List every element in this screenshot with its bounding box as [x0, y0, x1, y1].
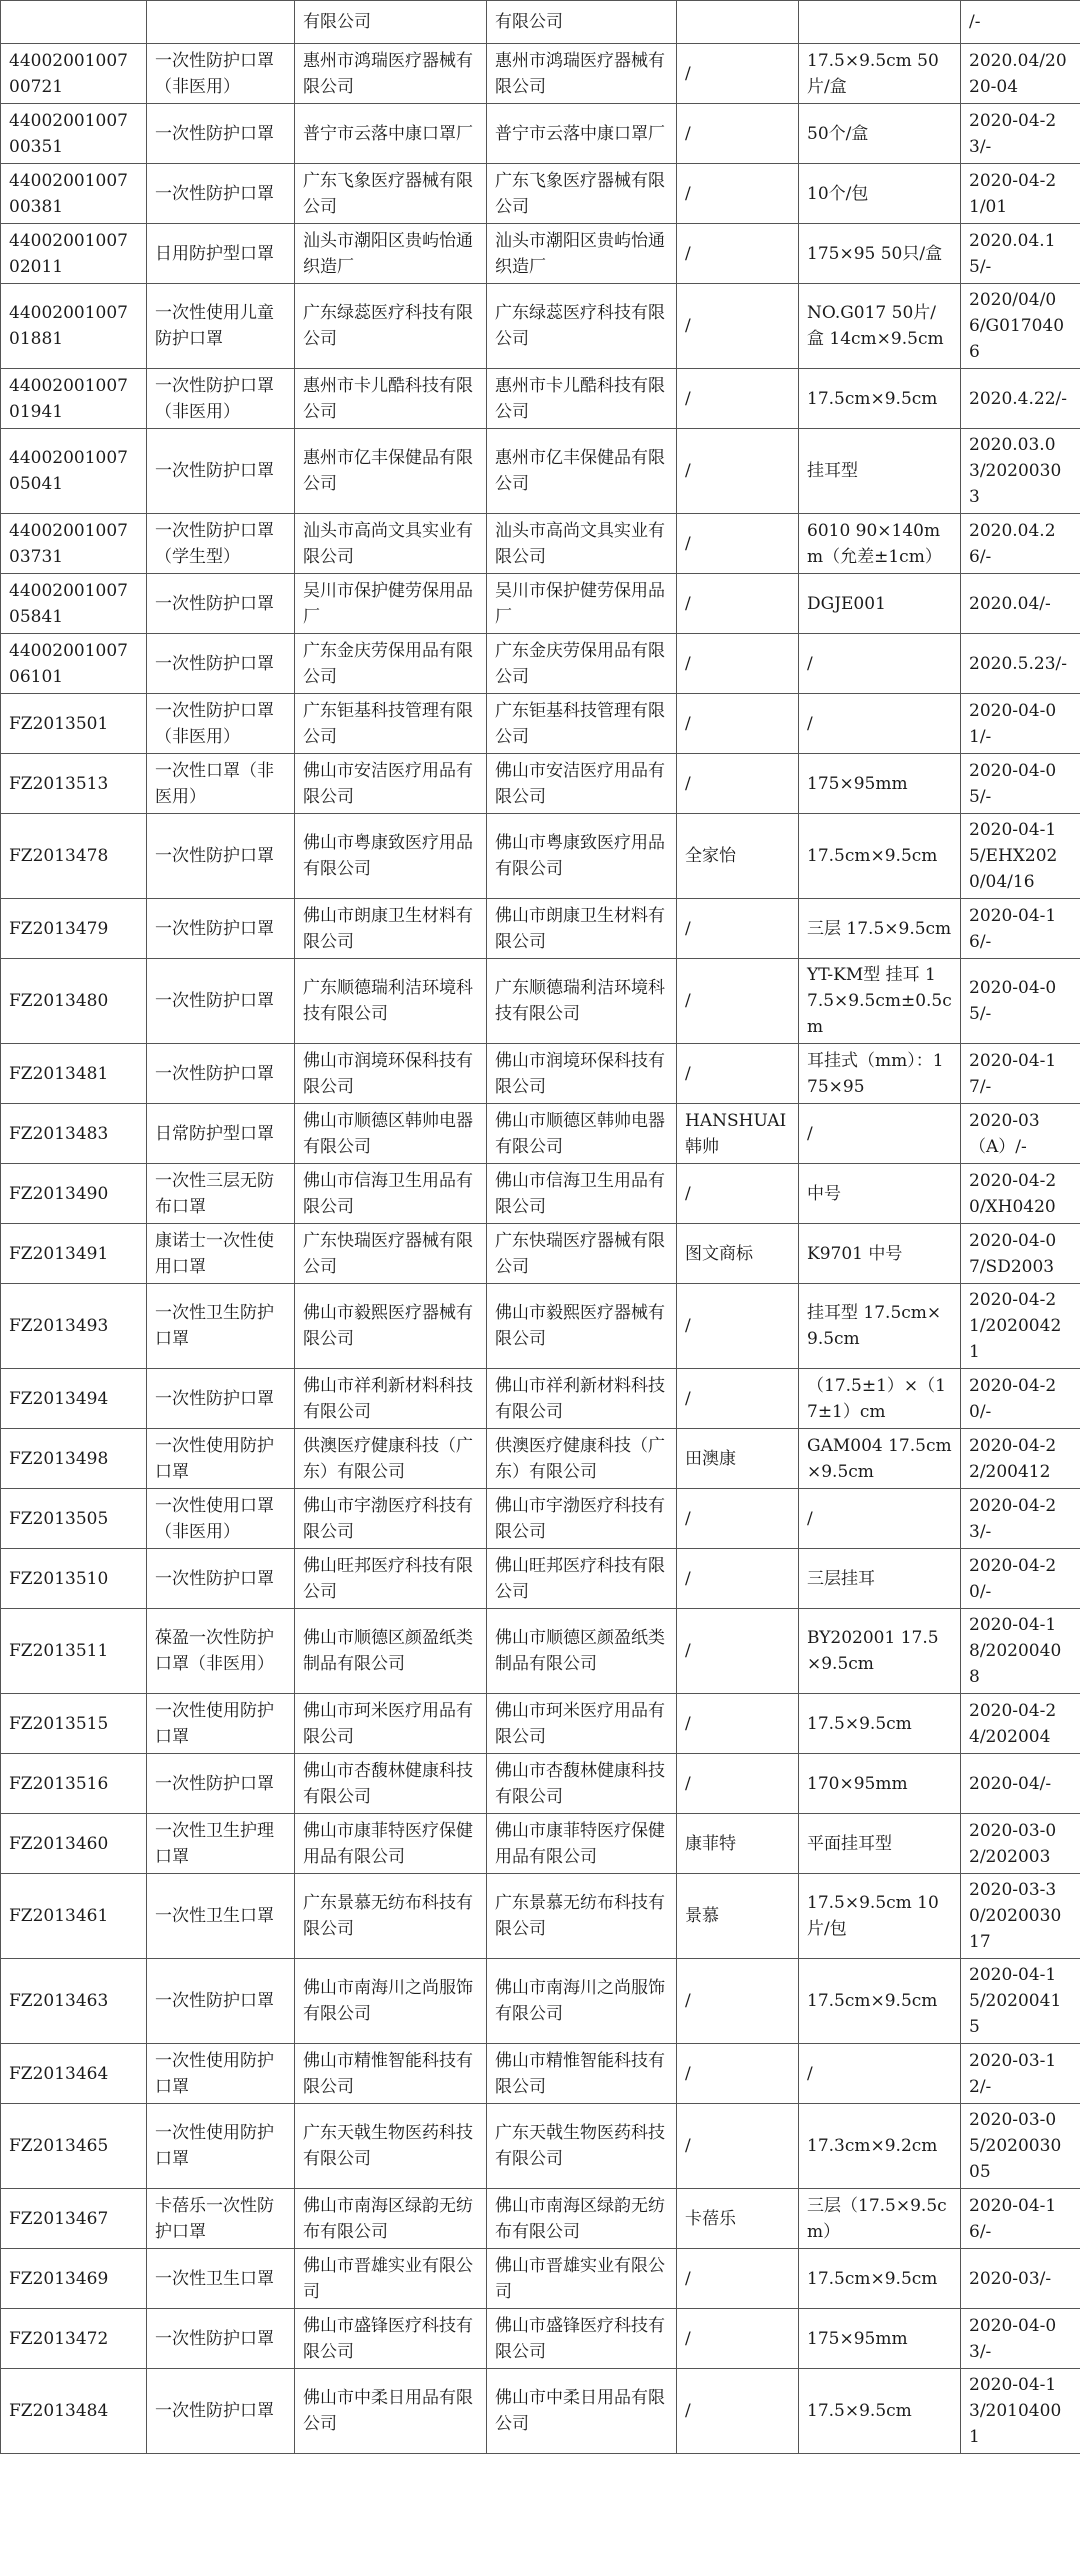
cell-manufacturer: 广东飞象医疗器械有限公司 [487, 164, 677, 224]
cell-trademark: / [677, 1164, 799, 1224]
cell-inspected-company: 佛山市南海区绿韵无纺布有限公司 [295, 2189, 487, 2249]
cell-product-name: 一次性使用口罩（非医用） [147, 1489, 295, 1549]
cell-manufacturer: 广东钜基科技管理有限公司 [487, 694, 677, 754]
cell-sample-code: FZ2013505 [1, 1489, 147, 1549]
cell-spec-model: 6010 90×140mm（允差±1cm） [799, 514, 961, 574]
cell-spec-model: 175×95mm [799, 2309, 961, 2369]
cell-production-date-batch: 2020-03-02/202003 [961, 1814, 1080, 1874]
cell-product-name: 一次性防护口罩（非医用） [147, 369, 295, 429]
table-row [1, 1044, 1080, 1104]
cell-trademark: / [677, 164, 799, 224]
cell-product-name: 一次性防护口罩（非医用） [147, 44, 295, 104]
cell-sample-code: FZ2013469 [1, 2249, 147, 2309]
cell-manufacturer: 广东快瑞医疗器械有限公司 [487, 1224, 677, 1284]
table-row [1, 1, 1080, 44]
cell-product-name: 葆盈一次性防护口罩（非医用） [147, 1609, 295, 1694]
table-row [1, 574, 1080, 634]
cell-production-date-batch: 2020-03（A）/- [961, 1104, 1080, 1164]
cell-inspected-company: 佛山市宇渤医疗科技有限公司 [295, 1489, 487, 1549]
cell-product-name: 卡蓓乐一次性防护口罩 [147, 2189, 295, 2249]
cell-manufacturer: 广东绿蕊医疗科技有限公司 [487, 284, 677, 369]
cell-production-date-batch: 2020-04-21/20200421 [961, 1284, 1080, 1369]
cell-manufacturer: 惠州市卡儿酷科技有限公司 [487, 369, 677, 429]
cell-spec-model: / [799, 1104, 961, 1164]
cell-sample-code: FZ2013491 [1, 1224, 147, 1284]
cell-manufacturer: 佛山市盛锋医疗科技有限公司 [487, 2309, 677, 2369]
cell-trademark: / [677, 634, 799, 694]
cell-production-date-batch: 2020-04-22/200412 [961, 1429, 1080, 1489]
cell-inspected-company: 佛山市盛锋医疗科技有限公司 [295, 2309, 487, 2369]
cell-spec-model: NO.G017 50片/盒 14cm×9.5cm [799, 284, 961, 369]
cell-spec-model: 17.3cm×9.2cm [799, 2104, 961, 2189]
cell-product-name: 一次性使用防护口罩 [147, 2044, 295, 2104]
table-row [1, 1754, 1080, 1814]
cell-production-date-batch: 2020.03.03/20200303 [961, 429, 1080, 514]
cell-sample-code: FZ2013481 [1, 1044, 147, 1104]
table-row [1, 2189, 1080, 2249]
cell-manufacturer: 佛山市朗康卫生材料有限公司 [487, 899, 677, 959]
cell-sample-code: 4400200100702011 [1, 224, 147, 284]
cell-production-date-batch: 2020-04-01/- [961, 694, 1080, 754]
cell-inspected-company: 佛山市信海卫生用品有限公司 [295, 1164, 487, 1224]
cell-spec-model: / [799, 1489, 961, 1549]
cell-manufacturer: 佛山市康菲特医疗保健用品有限公司 [487, 1814, 677, 1874]
cell-sample-code: 4400200100703731 [1, 514, 147, 574]
cell-trademark: / [677, 2369, 799, 2454]
cell-product-name [147, 1, 295, 44]
cell-trademark: / [677, 1549, 799, 1609]
cell-trademark: / [677, 1609, 799, 1694]
cell-production-date-batch: 2020-04-23/- [961, 104, 1080, 164]
table-row [1, 1104, 1080, 1164]
cell-product-name: 一次性卫生护理口罩 [147, 1814, 295, 1874]
cell-trademark: / [677, 224, 799, 284]
cell-inspected-company: 佛山旺邦医疗科技有限公司 [295, 1549, 487, 1609]
cell-inspected-company: 吴川市保护健劳保用品厂 [295, 574, 487, 634]
cell-manufacturer: 佛山市粤康致医疗用品有限公司 [487, 814, 677, 899]
cell-product-name: 一次性使用防护口罩 [147, 1429, 295, 1489]
cell-production-date-batch: 2020-04-23/- [961, 1489, 1080, 1549]
cell-manufacturer: 供澳医疗健康科技（广东）有限公司 [487, 1429, 677, 1489]
cell-manufacturer: 佛山市中柔日用品有限公司 [487, 2369, 677, 2454]
cell-sample-code: FZ2013490 [1, 1164, 147, 1224]
cell-inspected-company: 佛山市顺德区韩帅电器有限公司 [295, 1104, 487, 1164]
table-row [1, 1549, 1080, 1609]
cell-spec-model: （17.5±1）×（17±1）cm [799, 1369, 961, 1429]
cell-inspected-company: 佛山市珂米医疗用品有限公司 [295, 1694, 487, 1754]
cell-production-date-batch: 2020-03-30/202003017 [961, 1874, 1080, 1959]
cell-manufacturer: 佛山市珂米医疗用品有限公司 [487, 1694, 677, 1754]
cell-sample-code: FZ2013515 [1, 1694, 147, 1754]
cell-trademark: / [677, 959, 799, 1044]
cell-manufacturer: 惠州市鸿瑞医疗器械有限公司 [487, 44, 677, 104]
table-row [1, 2369, 1080, 2454]
cell-sample-code: FZ2013484 [1, 2369, 147, 2454]
table-row [1, 1609, 1080, 1694]
cell-product-name: 一次性使用防护口罩 [147, 1694, 295, 1754]
cell-inspected-company: 广东快瑞医疗器械有限公司 [295, 1224, 487, 1284]
table-row [1, 369, 1080, 429]
cell-spec-model: BY202001 17.5×9.5cm [799, 1609, 961, 1694]
cell-product-name: 一次性防护口罩 [147, 814, 295, 899]
table-row [1, 2104, 1080, 2189]
cell-spec-model: 170×95mm [799, 1754, 961, 1814]
cell-sample-code: 4400200100706101 [1, 634, 147, 694]
cell-trademark: / [677, 429, 799, 514]
cell-spec-model: GAM004 17.5cm×9.5cm [799, 1429, 961, 1489]
cell-production-date-batch: 2020-04-16/- [961, 899, 1080, 959]
cell-product-name: 一次性防护口罩 [147, 1754, 295, 1814]
cell-manufacturer: 普宁市云落中康口罩厂 [487, 104, 677, 164]
cell-sample-code: FZ2013494 [1, 1369, 147, 1429]
cell-trademark: / [677, 2309, 799, 2369]
cell-trademark: 全家怡 [677, 814, 799, 899]
cell-trademark: 康菲特 [677, 1814, 799, 1874]
cell-manufacturer: 佛山市安洁医疗用品有限公司 [487, 754, 677, 814]
cell-sample-code: 4400200100700721 [1, 44, 147, 104]
cell-production-date-batch: 2020-04-20/- [961, 1549, 1080, 1609]
cell-product-name: 一次性防护口罩 [147, 1959, 295, 2044]
cell-inspected-company: 广东顺德瑞利洁环境科技有限公司 [295, 959, 487, 1044]
cell-sample-code: 4400200100701881 [1, 284, 147, 369]
table-row [1, 164, 1080, 224]
cell-inspected-company: 广东金庆劳保用品有限公司 [295, 634, 487, 694]
cell-product-name: 一次性防护口罩 [147, 899, 295, 959]
cell-inspected-company: 佛山市粤康致医疗用品有限公司 [295, 814, 487, 899]
table-row [1, 1959, 1080, 2044]
table-row [1, 1164, 1080, 1224]
cell-inspected-company: 惠州市鸿瑞医疗器械有限公司 [295, 44, 487, 104]
cell-manufacturer: 汕头市高尚文具实业有限公司 [487, 514, 677, 574]
cell-spec-model: 三层 17.5×9.5cm [799, 899, 961, 959]
cell-trademark: / [677, 694, 799, 754]
cell-production-date-batch: 2020-03-05/202003005 [961, 2104, 1080, 2189]
cell-sample-code: FZ2013460 [1, 1814, 147, 1874]
cell-manufacturer: 佛山市毅熙医疗器械有限公司 [487, 1284, 677, 1369]
cell-production-date-batch: 2020-03/- [961, 2249, 1080, 2309]
cell-inspected-company: 广东飞象医疗器械有限公司 [295, 164, 487, 224]
cell-production-date-batch: 2020.5.23/- [961, 634, 1080, 694]
cell-sample-code: FZ2013464 [1, 2044, 147, 2104]
cell-spec-model: 三层挂耳 [799, 1549, 961, 1609]
cell-inspected-company: 佛山市晋雄实业有限公司 [295, 2249, 487, 2309]
cell-trademark: HANSHUAI 韩帅 [677, 1104, 799, 1164]
cell-inspected-company: 广东景慕无纺布科技有限公司 [295, 1874, 487, 1959]
cell-product-name: 一次性防护口罩 [147, 634, 295, 694]
cell-sample-code: FZ2013513 [1, 754, 147, 814]
cell-product-name: 一次性防护口罩 [147, 2309, 295, 2369]
cell-spec-model: 17.5×9.5cm [799, 2369, 961, 2454]
table-row [1, 514, 1080, 574]
cell-manufacturer: 广东金庆劳保用品有限公司 [487, 634, 677, 694]
cell-sample-code: FZ2013480 [1, 959, 147, 1044]
cell-manufacturer: 佛山市顺德区韩帅电器有限公司 [487, 1104, 677, 1164]
cell-trademark: / [677, 2044, 799, 2104]
cell-manufacturer: 佛山市杏馥林健康科技有限公司 [487, 1754, 677, 1814]
cell-inspected-company: 普宁市云落中康口罩厂 [295, 104, 487, 164]
cell-manufacturer: 有限公司 [487, 1, 677, 44]
cell-sample-code: 4400200100700351 [1, 104, 147, 164]
cell-inspected-company: 佛山市毅熙医疗器械有限公司 [295, 1284, 487, 1369]
table-row [1, 754, 1080, 814]
cell-spec-model: 17.5cm×9.5cm [799, 2249, 961, 2309]
cell-sample-code: FZ2013483 [1, 1104, 147, 1164]
cell-sample-code: FZ2013493 [1, 1284, 147, 1369]
cell-product-name: 一次性防护口罩（非医用） [147, 694, 295, 754]
cell-manufacturer: 佛山市宇渤医疗科技有限公司 [487, 1489, 677, 1549]
cell-production-date-batch: 2020-04-05/- [961, 754, 1080, 814]
cell-product-name: 一次性防护口罩（学生型） [147, 514, 295, 574]
cell-inspected-company: 佛山市润境环保科技有限公司 [295, 1044, 487, 1104]
cell-spec-model: / [799, 634, 961, 694]
cell-production-date-batch: 2020-04-07/SD2003 [961, 1224, 1080, 1284]
cell-manufacturer: 佛山旺邦医疗科技有限公司 [487, 1549, 677, 1609]
table-body [1, 1, 1080, 2454]
cell-manufacturer: 佛山市顺德区颜盈纸类制品有限公司 [487, 1609, 677, 1694]
table-row [1, 1489, 1080, 1549]
table-row [1, 814, 1080, 899]
table-row [1, 1874, 1080, 1959]
cell-inspected-company: 广东天戟生物医药科技有限公司 [295, 2104, 487, 2189]
cell-trademark: / [677, 1369, 799, 1429]
cell-inspected-company: 汕头市潮阳区贵屿怡通织造厂 [295, 224, 487, 284]
cell-sample-code: FZ2013510 [1, 1549, 147, 1609]
cell-product-name: 一次性卫生口罩 [147, 2249, 295, 2309]
cell-spec-model: 三层（17.5×9.5cm） [799, 2189, 961, 2249]
cell-production-date-batch: 2020-04-16/- [961, 2189, 1080, 2249]
cell-production-date-batch: 2020-03-12/- [961, 2044, 1080, 2104]
cell-trademark: / [677, 369, 799, 429]
cell-product-name: 一次性卫生口罩 [147, 1874, 295, 1959]
cell-sample-code: FZ2013467 [1, 2189, 147, 2249]
cell-spec-model: 175×95mm [799, 754, 961, 814]
cell-trademark: / [677, 1044, 799, 1104]
cell-product-name: 康诺士一次性使用口罩 [147, 1224, 295, 1284]
cell-spec-model: YT-KM型 挂耳 17.5×9.5cm±0.5cm [799, 959, 961, 1044]
cell-production-date-batch: 2020.04/2020-04 [961, 44, 1080, 104]
cell-product-name: 一次性使用儿童防护口罩 [147, 284, 295, 369]
cell-sample-code: 4400200100705841 [1, 574, 147, 634]
cell-manufacturer: 佛山市精惟智能科技有限公司 [487, 2044, 677, 2104]
table-row [1, 2249, 1080, 2309]
cell-production-date-batch: 2020-04-03/- [961, 2309, 1080, 2369]
cell-sample-code [1, 1, 147, 44]
cell-production-date-batch: 2020-04-20/XH0420 [961, 1164, 1080, 1224]
cell-product-name: 一次性防护口罩 [147, 959, 295, 1044]
cell-spec-model: 17.5cm×9.5cm [799, 814, 961, 899]
cell-sample-code: 4400200100701941 [1, 369, 147, 429]
cell-trademark: / [677, 1489, 799, 1549]
cell-trademark: / [677, 2249, 799, 2309]
cell-spec-model: 17.5cm×9.5cm [799, 1959, 961, 2044]
cell-inspected-company: 广东钜基科技管理有限公司 [295, 694, 487, 754]
cell-spec-model: 挂耳型 [799, 429, 961, 514]
cell-spec-model: 50个/盒 [799, 104, 961, 164]
cell-production-date-batch: 2020.04/- [961, 574, 1080, 634]
table-row [1, 2044, 1080, 2104]
cell-sample-code: FZ2013479 [1, 899, 147, 959]
cell-product-name: 一次性防护口罩 [147, 1549, 295, 1609]
cell-trademark: / [677, 2104, 799, 2189]
cell-production-date-batch: 2020-04-21/01 [961, 164, 1080, 224]
cell-manufacturer: 广东天戟生物医药科技有限公司 [487, 2104, 677, 2189]
table-row [1, 2309, 1080, 2369]
cell-sample-code: FZ2013461 [1, 1874, 147, 1959]
cell-inspected-company: 广东绿蕊医疗科技有限公司 [295, 284, 487, 369]
cell-spec-model: 17.5×9.5cm 10片/包 [799, 1874, 961, 1959]
cell-production-date-batch: 2020-04-18/20200408 [961, 1609, 1080, 1694]
cell-sample-code: FZ2013511 [1, 1609, 147, 1694]
table-row [1, 284, 1080, 369]
cell-product-name: 一次性防护口罩 [147, 574, 295, 634]
cell-inspected-company: 佛山市朗康卫生材料有限公司 [295, 899, 487, 959]
cell-trademark: 图文商标 [677, 1224, 799, 1284]
cell-production-date-batch: 2020-04-05/- [961, 959, 1080, 1044]
cell-spec-model: K9701 中号 [799, 1224, 961, 1284]
cell-spec-model: / [799, 2044, 961, 2104]
cell-product-name: 一次性防护口罩 [147, 1369, 295, 1429]
cell-production-date-batch: /- [961, 1, 1080, 44]
cell-trademark: / [677, 284, 799, 369]
cell-spec-model: 10个/包 [799, 164, 961, 224]
cell-manufacturer: 佛山市润境环保科技有限公司 [487, 1044, 677, 1104]
table-row [1, 1694, 1080, 1754]
cell-production-date-batch: 2020.04.15/- [961, 224, 1080, 284]
table-row [1, 429, 1080, 514]
table-row [1, 44, 1080, 104]
cell-spec-model: 17.5×9.5cm [799, 1694, 961, 1754]
cell-inspected-company: 佛山市杏馥林健康科技有限公司 [295, 1754, 487, 1814]
cell-product-name: 一次性防护口罩 [147, 104, 295, 164]
table-row [1, 1429, 1080, 1489]
cell-trademark: 田澳康 [677, 1429, 799, 1489]
cell-production-date-batch: 2020.04.26/- [961, 514, 1080, 574]
cell-inspected-company: 佛山市精惟智能科技有限公司 [295, 2044, 487, 2104]
cell-production-date-batch: 2020-04-20/- [961, 1369, 1080, 1429]
cell-spec-model: 平面挂耳型 [799, 1814, 961, 1874]
cell-sample-code: FZ2013463 [1, 1959, 147, 2044]
cell-spec-model: 耳挂式（mm）：175×95 [799, 1044, 961, 1104]
cell-inspected-company: 汕头市高尚文具实业有限公司 [295, 514, 487, 574]
cell-production-date-batch: 2020-04-13/20104001 [961, 2369, 1080, 2454]
cell-inspected-company: 有限公司 [295, 1, 487, 44]
cell-product-name: 一次性口罩（非医用） [147, 754, 295, 814]
cell-sample-code: FZ2013472 [1, 2309, 147, 2369]
table-row [1, 104, 1080, 164]
cell-spec-model: DGJE001 [799, 574, 961, 634]
table-row [1, 1369, 1080, 1429]
cell-product-name: 日用防护型口罩 [147, 224, 295, 284]
cell-inspected-company: 佛山市南海川之尚服饰有限公司 [295, 1959, 487, 2044]
cell-manufacturer: 佛山市南海川之尚服饰有限公司 [487, 1959, 677, 2044]
table-row [1, 959, 1080, 1044]
cell-trademark: / [677, 1754, 799, 1814]
cell-manufacturer: 佛山市祥利新材料科技有限公司 [487, 1369, 677, 1429]
cell-production-date-batch: 2020-04/- [961, 1754, 1080, 1814]
cell-spec-model: 挂耳型 17.5cm×9.5cm [799, 1284, 961, 1369]
table-row [1, 1814, 1080, 1874]
cell-spec-model: / [799, 694, 961, 754]
cell-inspected-company: 惠州市卡儿酷科技有限公司 [295, 369, 487, 429]
cell-inspected-company: 佛山市顺德区颜盈纸类制品有限公司 [295, 1609, 487, 1694]
cell-product-name: 一次性防护口罩 [147, 164, 295, 224]
cell-sample-code: FZ2013501 [1, 694, 147, 754]
cell-trademark [677, 1, 799, 44]
cell-inspected-company: 佛山市中柔日用品有限公司 [295, 2369, 487, 2454]
cell-sample-code: 4400200100705041 [1, 429, 147, 514]
table-row [1, 634, 1080, 694]
cell-trademark: / [677, 1284, 799, 1369]
table-row [1, 224, 1080, 284]
table-row [1, 899, 1080, 959]
table-row [1, 1284, 1080, 1369]
cell-product-name: 一次性卫生防护口罩 [147, 1284, 295, 1369]
cell-production-date-batch: 2020-04-24/202004 [961, 1694, 1080, 1754]
cell-manufacturer: 惠州市亿丰保健品有限公司 [487, 429, 677, 514]
cell-manufacturer: 广东顺德瑞利洁环境科技有限公司 [487, 959, 677, 1044]
cell-manufacturer: 佛山市晋雄实业有限公司 [487, 2249, 677, 2309]
table-row [1, 694, 1080, 754]
cell-product-name: 一次性使用防护口罩 [147, 2104, 295, 2189]
cell-inspected-company: 佛山市祥利新材料科技有限公司 [295, 1369, 487, 1429]
cell-trademark: / [677, 1694, 799, 1754]
cell-trademark: 景慕 [677, 1874, 799, 1959]
cell-production-date-batch: 2020/04/06/G0170406 [961, 284, 1080, 369]
cell-production-date-batch: 2020.4.22/- [961, 369, 1080, 429]
cell-manufacturer: 汕头市潮阳区贵屿怡通织造厂 [487, 224, 677, 284]
cell-sample-code: FZ2013498 [1, 1429, 147, 1489]
cell-trademark: / [677, 1959, 799, 2044]
table-row [1, 1224, 1080, 1284]
cell-production-date-batch: 2020-04-17/- [961, 1044, 1080, 1104]
cell-trademark: / [677, 899, 799, 959]
cell-manufacturer: 广东景慕无纺布科技有限公司 [487, 1874, 677, 1959]
cell-product-name: 一次性防护口罩 [147, 2369, 295, 2454]
cell-product-name: 一次性三层无防布口罩 [147, 1164, 295, 1224]
cell-manufacturer: 吴川市保护健劳保用品厂 [487, 574, 677, 634]
cell-inspected-company: 佛山市安洁医疗用品有限公司 [295, 754, 487, 814]
cell-sample-code: FZ2013478 [1, 814, 147, 899]
cell-product-name: 一次性防护口罩 [147, 429, 295, 514]
cell-sample-code: 4400200100700381 [1, 164, 147, 224]
cell-trademark: 卡蓓乐 [677, 2189, 799, 2249]
cell-spec-model: 175×95 50只/盒 [799, 224, 961, 284]
cell-inspected-company: 惠州市亿丰保健品有限公司 [295, 429, 487, 514]
cell-trademark: / [677, 104, 799, 164]
cell-manufacturer: 佛山市南海区绿韵无纺布有限公司 [487, 2189, 677, 2249]
cell-trademark: / [677, 574, 799, 634]
cell-manufacturer: 佛山市信海卫生用品有限公司 [487, 1164, 677, 1224]
cell-trademark: / [677, 44, 799, 104]
cell-spec-model [799, 1, 961, 44]
cell-sample-code: FZ2013465 [1, 2104, 147, 2189]
cell-inspected-company: 供澳医疗健康科技（广东）有限公司 [295, 1429, 487, 1489]
cell-spec-model: 17.5cm×9.5cm [799, 369, 961, 429]
cell-production-date-batch: 2020-04-15/EHX2020/04/16 [961, 814, 1080, 899]
cell-trademark: / [677, 754, 799, 814]
cell-sample-code: FZ2013516 [1, 1754, 147, 1814]
cell-trademark: / [677, 514, 799, 574]
cell-production-date-batch: 2020-04-15/20200415 [961, 1959, 1080, 2044]
cell-spec-model: 中号 [799, 1164, 961, 1224]
cell-spec-model: 17.5×9.5cm 50片/盒 [799, 44, 961, 104]
cell-product-name: 日常防护型口罩 [147, 1104, 295, 1164]
cell-product-name: 一次性防护口罩 [147, 1044, 295, 1104]
cell-inspected-company: 佛山市康菲特医疗保健用品有限公司 [295, 1814, 487, 1874]
